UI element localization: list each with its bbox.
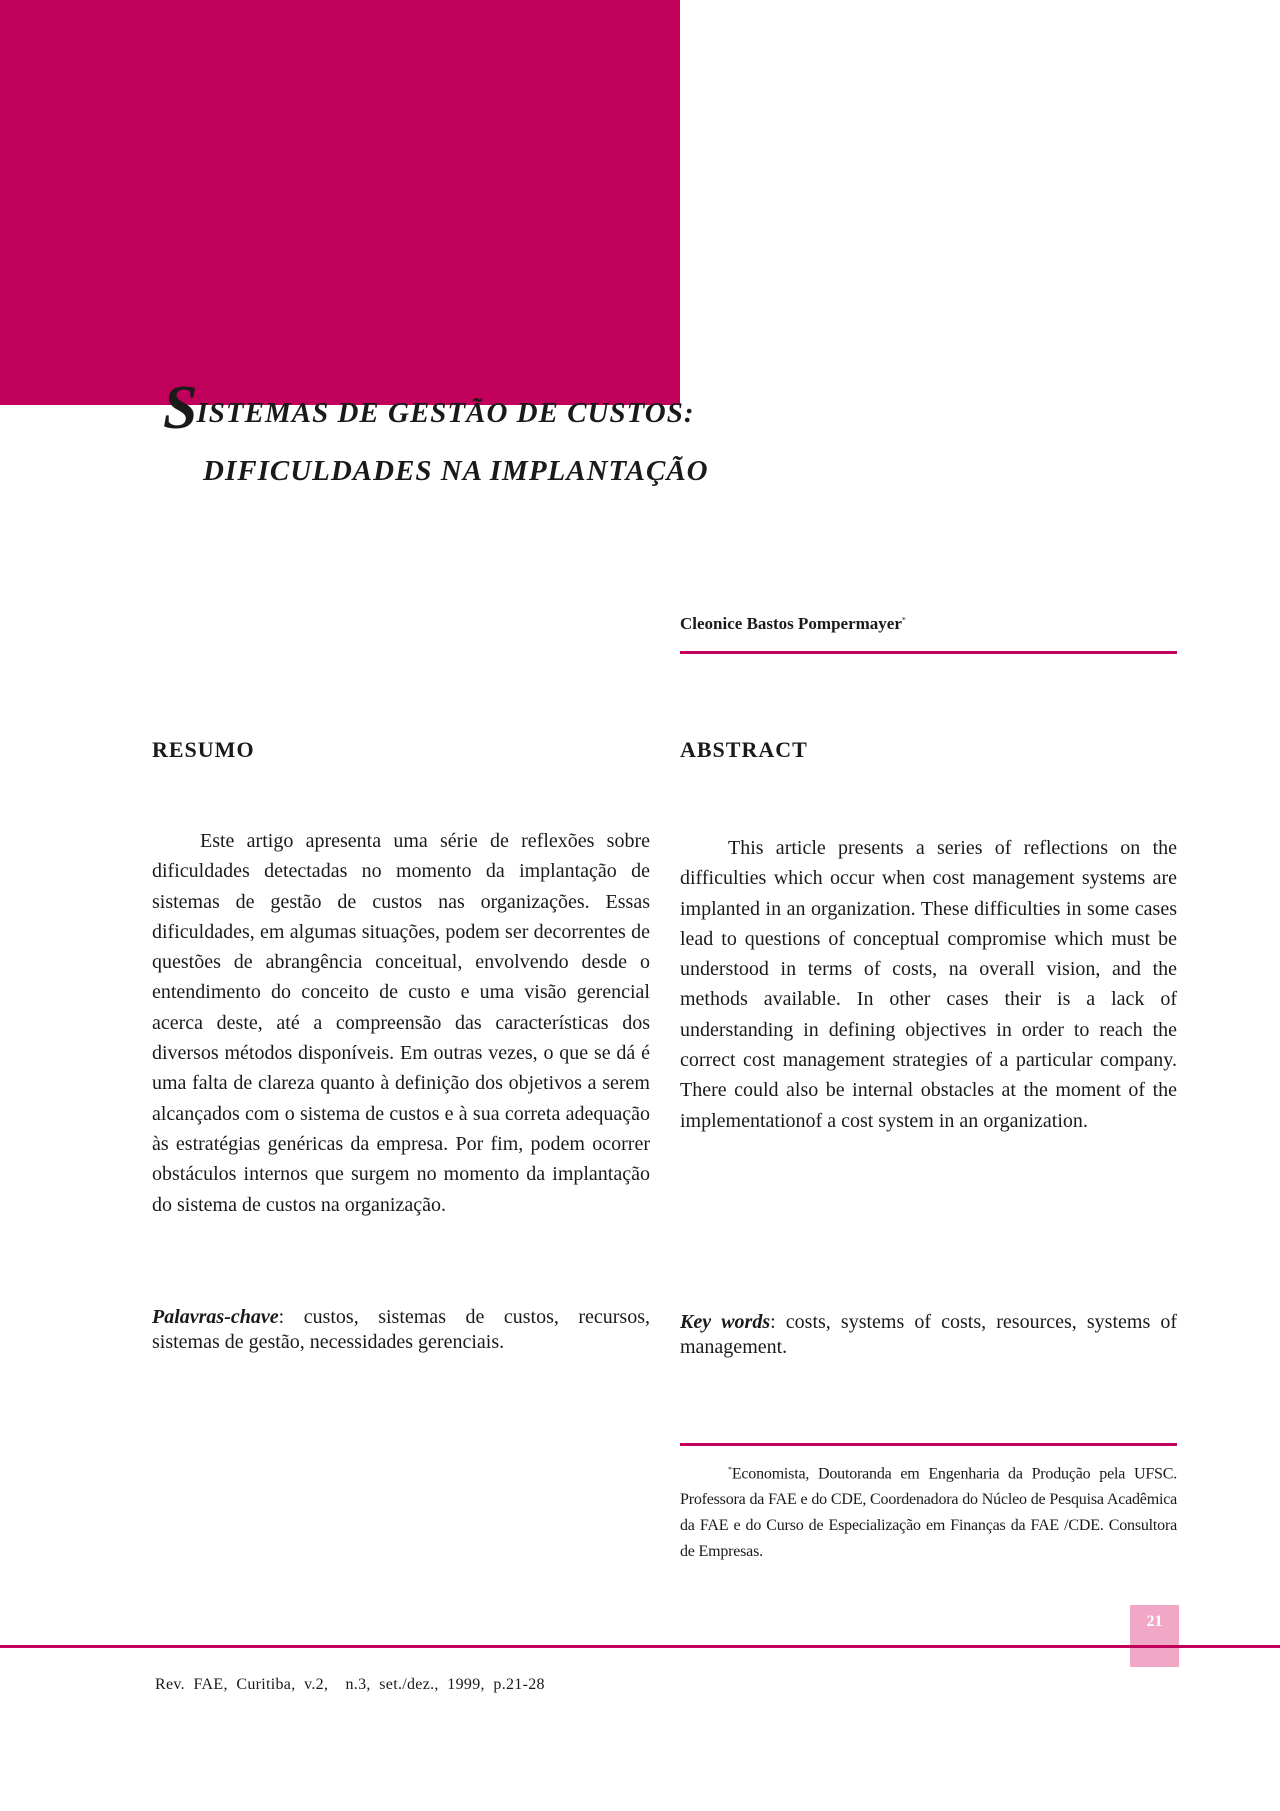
footnote-mark: * <box>728 1465 732 1474</box>
page-number: 21 <box>1146 1613 1163 1630</box>
resumo-body: Este artigo apresenta uma série de reflexões sobre dificuldades detectadas no momento da implantação de sistemas de gestão de custos nas organizações. Essas dificuldades, em algumas situações, podem ser decorrentes de questões de abrangência conceitual, envolvendo desde o entendimento do conceito de custo e uma visão gerencial acerca deste, até a compreensão das características dos diversos métodos disponíveis. Em outras vezes, o que se dá é uma falta de clareza quanto à definição dos objetivos a serem alcançados com o sistema de custos e à sua correta adequação às estratégias genéricas da empresa. Por fim, podem ocorrer obstáculos internos que surgem no momento da implantação do sistema de custos na organização. <box>152 830 650 1216</box>
footnote-divider <box>680 1443 1177 1446</box>
keywords-text-pt: : custos, sistemas de custos, recursos, sistemas de gestão, necessidades gerenciais. <box>152 1306 650 1353</box>
footer-divider <box>0 1645 1280 1648</box>
resumo-section <box>152 826 650 1220</box>
author-footnote <box>680 1457 1177 1565</box>
abstract-body: This article presents a series of reflections on the difficulties which occur when cost management systems are implanted in an organization. These difficulties in some cases lead to questions of conceptual compromise which must be understood in terms of costs, na overall vision, and the methods available. In other cases their is a lack of understanding in defining objectives in order to reach the correct cost management strategies of a particular company. There could also be internal obstacles at the moment of the implementationof a cost system in an organization. <box>680 837 1177 1132</box>
author-byline <box>680 614 906 634</box>
title-dropcap: S <box>163 374 199 442</box>
abstract-section <box>680 833 1177 1136</box>
title-line-1-text: ISTEMAS DE GESTÃO DE CUSTOS: <box>196 397 695 429</box>
resumo-heading: RESUMO <box>152 737 255 762</box>
decorative-color-block <box>0 0 680 405</box>
title-line-1 <box>163 374 963 443</box>
title-line-2: DIFICULDADES NA IMPLANTAÇÃO <box>203 455 709 487</box>
keywords-label-pt: Palavras-chave <box>152 1306 279 1328</box>
author-name: Cleonice Bastos Pompermayer <box>680 614 902 633</box>
author-footnote-mark: * <box>901 615 906 625</box>
journal-citation: Rev. FAE, Curitiba, v.2, n.3, set./dez., 1999, p.21-28 <box>155 1676 545 1693</box>
abstract-keywords <box>680 1310 1177 1360</box>
abstract-heading: ABSTRACT <box>680 737 808 762</box>
author-divider <box>680 651 1177 654</box>
resumo-keywords <box>152 1305 650 1355</box>
article-title <box>163 374 963 491</box>
footnote-text: Economista, Doutoranda em Engenharia da Produção pela UFSC. Professora da FAE e do CDE, Coordenadora do Núcleo de Pesquisa Acadêmica da FAE e do Curso de Especialização em Finanças da FAE /CDE. Consultora de Empresas. <box>680 1465 1177 1561</box>
keywords-text-en: : costs, systems of costs, resources, systems of management. <box>680 1311 1178 1358</box>
keywords-label-en: Key words <box>680 1311 771 1333</box>
